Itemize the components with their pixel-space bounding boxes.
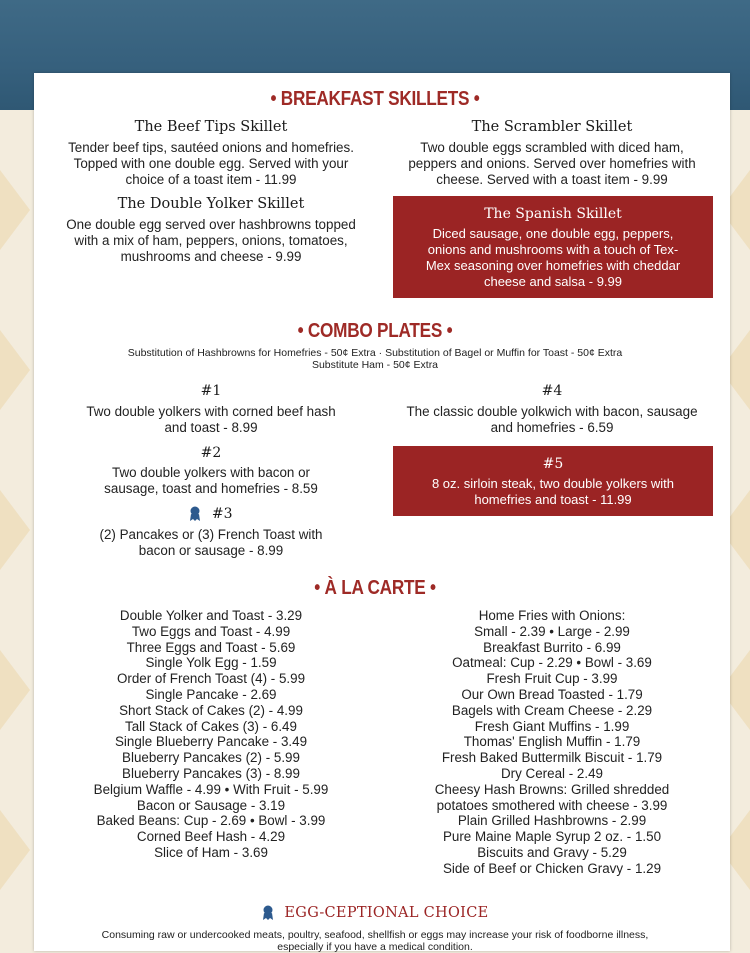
alacarte-item: Three Eggs and Toast - 5.69 (126, 639, 296, 655)
combo-number-4: #4 (541, 383, 563, 399)
alacarte-item: Thomas' English Muffin - 1.79 (463, 734, 641, 750)
alacarte-item: Plain Grilled Hashbrowns - 2.99 (457, 813, 647, 829)
alacarte-item: Slice of Ham - 3.69 (154, 844, 268, 860)
combo-number-3: #3 (211, 506, 233, 522)
combo-desc-1: Two double yolkers with corned beef hash and toast - 8.99 (86, 404, 336, 435)
alacarte-left-list (41, 608, 381, 861)
alacarte-item: Single Pancake - 2.69 (145, 686, 277, 702)
alacarte-item: Blueberry Pancakes (2) - 5.99 (122, 750, 300, 766)
skillet-title-double-yolker: The Double Yolker Skillet (117, 196, 305, 212)
award-ribbon-icon (262, 905, 274, 921)
alacarte-item: Double Yolker and Toast - 3.29 (119, 608, 303, 623)
alacarte-item: Biscuits and Gravy - 5.29 (477, 844, 627, 860)
spanish-skillet-panel (393, 196, 713, 298)
alacarte-item: Fresh Baked Buttermilk Biscuit - 1.79 (441, 750, 663, 766)
alacarte-item: Short Stack of Cakes (2) - 4.99 (119, 702, 303, 718)
skillet-desc-beef-tips: Tender beef tips, sautéed onions and homefries. Topped with one double egg. Served with your choice of a toast item - 11.99 (68, 140, 354, 187)
alacarte-item: Home Fries with Onions: (478, 608, 626, 623)
skillet-desc-spanish: Diced sausage, one double egg, peppers, onions and mushrooms with a touch of Tex- Mex seasoning over homefries with cheddar cheese and salsa - 9.99 (425, 226, 681, 289)
alacarte-item: Order of French Toast (4) - 5.99 (116, 671, 306, 687)
skillet-title-beef-tips: The Beef Tips Skillet (134, 119, 288, 135)
skillet-desc-double-yolker: One double egg served over hashbrowns topped with a mix of ham, peppers, onions, tomatoes, mushrooms and cheese - 9.99 (66, 217, 356, 264)
alacarte-right-list (382, 608, 722, 877)
alacarte-item: Bagels with Cream Cheese - 2.29 (451, 702, 653, 718)
alacarte-item: Single Yolk Egg - 1.59 (145, 655, 277, 671)
combo-5-panel (393, 446, 713, 516)
combo-desc-4: The classic double yolkwich with bacon, sausage and homefries - 6.59 (406, 404, 698, 435)
alacarte-item: Baked Beans: Cup - 2.69 • Bowl - 3.99 (96, 813, 326, 829)
egg-ceptional-title: EGG-CEPTIONAL CHOICE (284, 905, 489, 921)
alacarte-item: Fresh Giant Muffins - 1.99 (474, 718, 630, 734)
alacarte-item: Small - 2.39 • Large - 2.99 (474, 623, 630, 639)
food-safety-disclaimer: Consuming raw or undercooked meats, poultry, seafood, shellfish or eggs may increase your risk of foodborne illness, especially if you have a medical condition. (101, 929, 649, 953)
section-heading-skillets: • BREAKFAST SKILLETS • (270, 88, 480, 110)
skillet-title-spanish: The Spanish Skillet (484, 206, 622, 222)
award-ribbon-icon (189, 506, 201, 522)
combo-number-2: #2 (200, 445, 222, 461)
combo-substitution-note: Substitution of Hashbrowns for Homefries - 50¢ Extra · Substitution of Bagel or Muffin for Toast - 50¢ Extra Substitute Ham - 50¢ Extra (127, 347, 623, 371)
combo-number-3-row (61, 506, 361, 522)
alacarte-item: Bacon or Sausage - 3.19 (136, 797, 286, 813)
combo-desc-3: (2) Pancakes or (3) French Toast with bacon or sausage - 8.99 (99, 527, 323, 558)
section-heading-combos: • COMBO PLATES • (297, 320, 453, 342)
alacarte-item: Side of Beef or Chicken Gravy - 1.29 (442, 860, 662, 876)
alacarte-item: Two Eggs and Toast - 4.99 (131, 623, 291, 639)
alacarte-item: Blueberry Pancakes (3) - 8.99 (122, 765, 300, 781)
alacarte-item: Dry Cereal - 2.49 (501, 765, 603, 781)
combo-number-1: #1 (200, 383, 222, 399)
alacarte-item: Tall Stack of Cakes (3) - 6.49 (125, 718, 297, 734)
alacarte-item: Breakfast Burrito - 6.99 (483, 639, 621, 655)
skillet-desc-scrambler: Two double eggs scrambled with diced ham, peppers and onions. Served over homefries with cheese. Served with a toast item - 9.99 (408, 140, 696, 187)
alacarte-item: potatoes smothered with cheese - 3.99 (436, 797, 668, 813)
skillet-title-scrambler: The Scrambler Skillet (471, 119, 633, 135)
alacarte-item: Cheesy Hash Browns: Grilled shredded (434, 781, 670, 797)
egg-ceptional-heading (0, 905, 750, 921)
combo-number-5: #5 (542, 456, 564, 472)
alacarte-item: Oatmeal: Cup - 2.29 • Bowl - 3.69 (452, 655, 652, 671)
alacarte-item: Our Own Bread Toasted - 1.79 (461, 686, 643, 702)
alacarte-item: Pure Maine Maple Syrup 2 oz. - 1.50 (442, 829, 662, 845)
alacarte-item: Single Blueberry Pancake - 3.49 (114, 734, 308, 750)
combo-desc-5: 8 oz. sirloin steak, two double yolkers with homefries and toast - 11.99 (431, 476, 675, 507)
combo-desc-2: Two double yolkers with bacon or sausage, toast and homefries - 8.59 (104, 465, 318, 496)
alacarte-item: Belgium Waffle - 4.99 • With Fruit - 5.99 (93, 781, 329, 797)
section-heading-alacarte: • À LA CARTE • (314, 577, 436, 599)
alacarte-item: Fresh Fruit Cup - 3.99 (486, 671, 618, 687)
alacarte-item: Corned Beef Hash - 4.29 (136, 829, 286, 845)
